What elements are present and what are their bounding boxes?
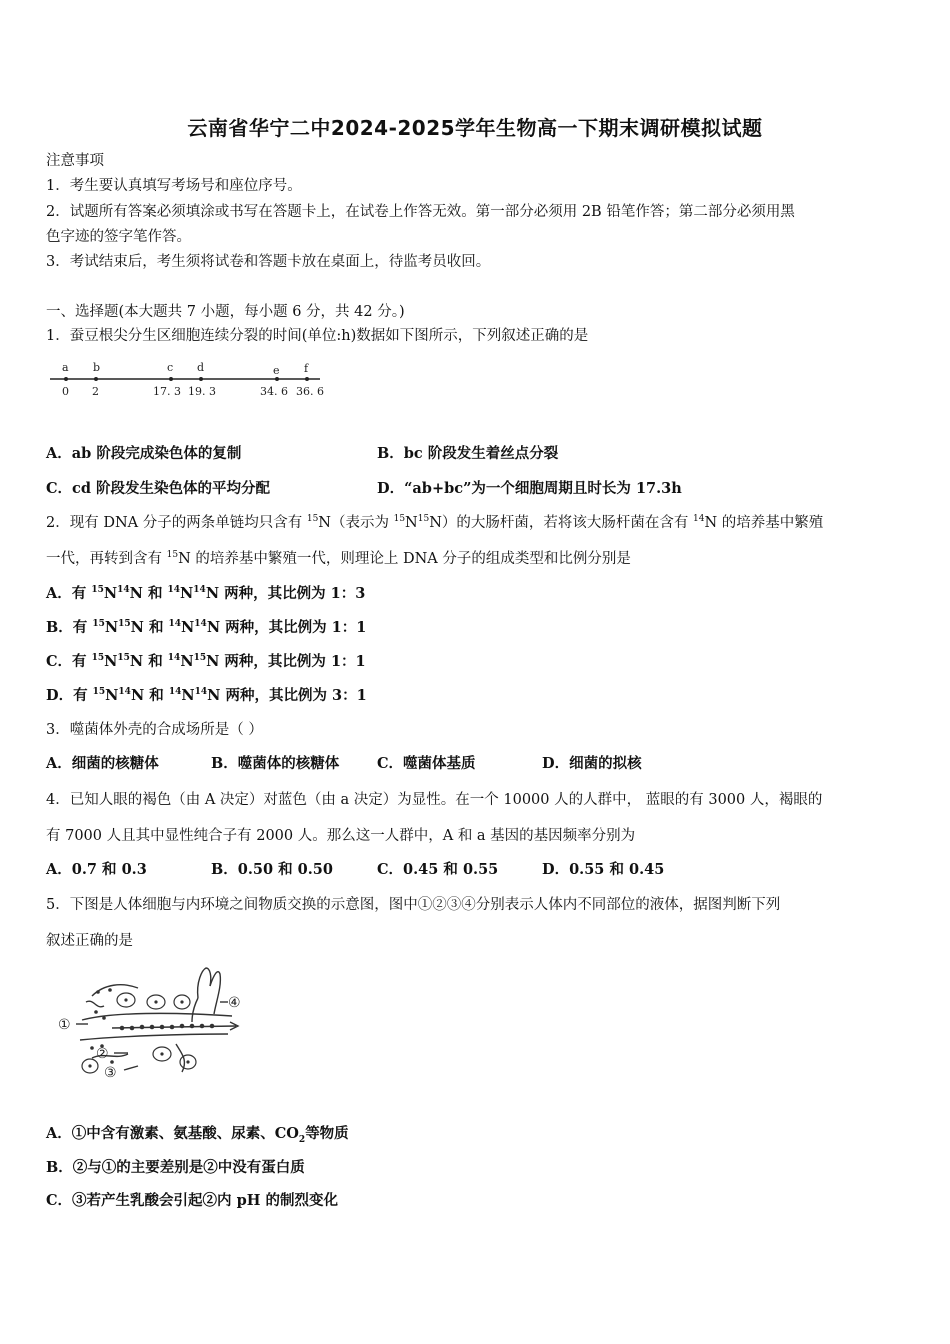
timeline-value: 2 <box>92 385 99 398</box>
timeline-letter: e <box>273 364 280 377</box>
q5-option-a: A．①中含有激素、氨基酸、尿素、$CO_2$等物质 <box>46 1125 349 1145</box>
timeline-value: 34. 6 <box>260 385 288 398</box>
q4-option-d: D．0.55 和 0.45 <box>542 861 665 878</box>
label-4: ④ <box>228 995 241 1011</box>
notice-heading: 注意事项 <box>46 153 104 169</box>
page-title: 云南省华宁二中2024-2025学年生物高一下期末调研模拟试题 <box>187 116 763 140</box>
q1-option-a: A．ab 阶段完成染色体的复制 <box>46 445 242 462</box>
q2-option-c: C．有 $^{15}N^{15}N$ 和 $^{14}N^{15}N$ 两种，其比例为 1：1 <box>46 653 366 670</box>
label-1: ① <box>58 1017 71 1033</box>
timeline-figure <box>46 358 346 404</box>
q3-option-d: D．细菌的拟核 <box>542 755 642 772</box>
tissue-exchange-diagram <box>52 962 252 1086</box>
q1-option-c: C．cd 阶段发生染色体的平均分配 <box>46 480 271 497</box>
q2-option-a: A．有 $^{15}N^{14}N$ 和 $^{14}N^{14}N$ 两种，其比例为 1：3 <box>46 585 366 602</box>
timeline-letter: a <box>62 361 69 374</box>
timeline-value: 19. 3 <box>188 385 216 398</box>
question-4-stem-cont: 有 7000 人且其中显性纯合子有 2000 人。那么这一人群中，A 和 a 基因的基因频率分别为 <box>46 828 636 844</box>
q4-option-b: B．0.50 和 0.50 <box>211 861 333 878</box>
question-2-stem: 2．现有 DNA 分子的两条单链均只含有 $^{15}$N（表示为 $^{15}N^{15}N$）的大肠杆菌，若将该大肠杆菌在含有 $^{14}$N 的培养基中繁殖 <box>46 514 824 531</box>
notice-item: 3．考试结束后，考生须将试卷和答题卡放在桌面上，待监考员收回。 <box>46 254 491 270</box>
question-3-stem: 3．噬菌体外壳的合成场所是（ ） <box>46 722 263 738</box>
notice-item: 1．考生要认真填写考场号和座位序号。 <box>46 178 302 194</box>
label-3: ③ <box>104 1065 117 1081</box>
q4-option-a: A．0.7 和 0.3 <box>46 861 147 878</box>
timeline-letter: f <box>304 362 309 375</box>
timeline-letter: c <box>167 361 174 374</box>
question-2-stem-cont: 一代，再转到含有 $^{15}$N 的培养基中繁殖一代，则理论上 DNA 分子的组成类型和比例分别是 <box>46 550 631 567</box>
q3-option-c: C．噬菌体基质 <box>377 755 476 772</box>
timeline-value: 17. 3 <box>153 385 181 398</box>
timeline-letter: b <box>93 361 101 374</box>
timeline-value: 36. 6 <box>296 385 324 398</box>
q1-option-b: B．bc 阶段发生着丝点分裂 <box>377 445 559 462</box>
timeline-letter: d <box>197 361 205 374</box>
q5-option-b: B．②与①的主要差别是②中没有蛋白质 <box>46 1159 305 1176</box>
q1-option-d: D．“ab+bc”为一个细胞周期且时长为 17.3h <box>377 480 682 497</box>
notice-item: 2．试题所有答案必须填涂或书写在答题卡上，在试卷上作答无效。第一部分必须用 2B 铅笔作答；第二部分必须用黑 <box>46 204 795 220</box>
q2-option-b: B．有 $^{15}N^{15}N$ 和 $^{14}N^{14}N$ 两种，其比例为 1：1 <box>46 619 367 636</box>
label-2: ② <box>96 1046 109 1062</box>
timeline-value: 0 <box>62 385 69 398</box>
question-4-stem: 4．已知人眼的褐色（由 A 决定）对蓝色（由 a 决定）为显性。在一个 10000 人的人群中， 蓝眼的有 3000 人，褐眼的 <box>46 792 823 808</box>
question-1-stem: 1．蚕豆根尖分生区细胞连续分裂的时间(单位:h)数据如下图所示，下列叙述正确的是 <box>46 328 589 344</box>
q2-option-d: D．有 $^{15}N^{14}N$ 和 $^{14}N^{14}N$ 两种，其比例为 3：1 <box>46 687 367 704</box>
q5-option-c: C．③若产生乳酸会引起②内 pH 的制烈变化 <box>46 1192 338 1209</box>
section-heading: 一、选择题(本大题共 7 小题，每小题 6 分，共 42 分。) <box>46 304 405 320</box>
question-5-stem-cont: 叙述正确的是 <box>46 933 133 949</box>
q4-option-c: C．0.45 和 0.55 <box>377 861 499 878</box>
q3-option-b: B．噬菌体的核糖体 <box>211 755 340 772</box>
q3-option-a: A．细菌的核糖体 <box>46 755 159 772</box>
notice-item: 色字迹的签字笔作答。 <box>46 229 191 245</box>
question-5-stem: 5．下图是人体细胞与内环境之间物质交换的示意图，图中①②③④分别表示人体内不同部位的液体，据图判断下列 <box>46 897 781 913</box>
